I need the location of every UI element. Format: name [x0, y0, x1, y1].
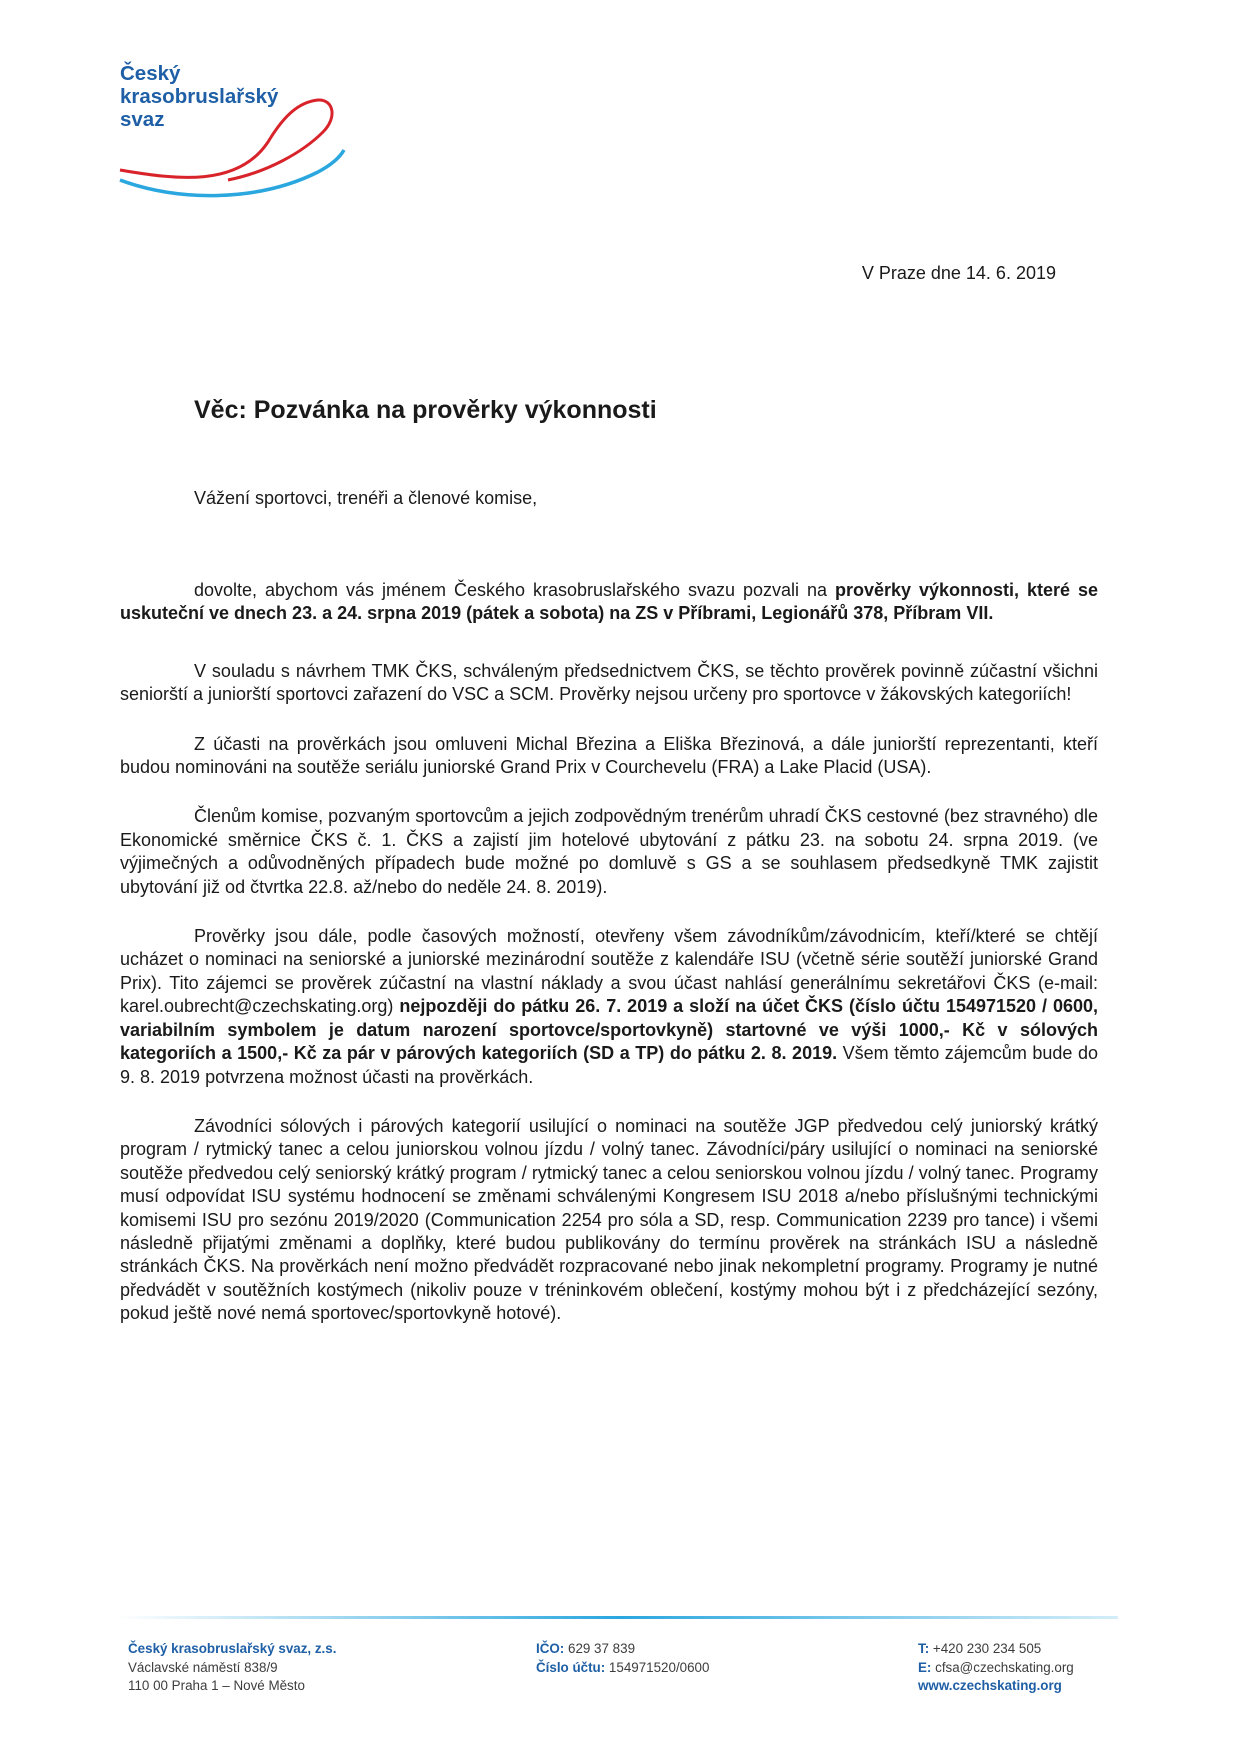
footer-divider — [118, 1616, 1118, 1619]
paragraph-bold-text: prověrky výkonnosti, které se uskuteční ve dnech 23. a 24. srpna 2019 (pátek a sobota) na ZS v Příbrami, Legionářů 378, Příbram VII. — [120, 580, 1098, 624]
paragraph-open-entry — [120, 925, 1098, 1089]
letter-date: V Praze dne 14. 6. 2019 — [861, 263, 1056, 283]
logo-line-3: svaz — [120, 108, 165, 131]
logo-line-2: krasobruslařský — [120, 85, 279, 108]
paragraph-bold-text: nejpozději do pátku 26. 7. 2019 a složí na účet ČKS (číslo účtu 154971520 / 0600, variabilním symbolem je datum narození sportovce/sportovkyně) startovné ve výši 1000,- Kč v sólových kategoriích a 1500,- Kč za pár v párových kategoriích (SD a TP) do pátku 2. 8. 2019. — [120, 996, 1098, 1064]
footer-address — [128, 1640, 336, 1696]
footer-city: 110 00 Praha 1 – Nové Město — [128, 1678, 305, 1693]
letter-greeting: Vážení sportovci, trenéři a členové komise, — [194, 488, 538, 508]
paragraph-text: Všem těmto zájemcům bude do 9. 8. 2019 potvrzena možnost účasti na prověrkách. — [120, 1043, 1098, 1087]
footer-ids — [536, 1640, 709, 1677]
footer-street: Václavské náměstí 838/9 — [128, 1659, 278, 1675]
logo — [118, 62, 358, 207]
footer-ico: 629 37 839 — [568, 1641, 636, 1656]
footer-ico-label: IČO: — [536, 1641, 565, 1656]
footer-web[interactable]: www.czechskating.org — [918, 1678, 1062, 1693]
paragraph-excused: Z účasti na prověrkách jsou omluveni Michal Březina a Eliška Březinová, a dále juniorští reprezentanti, kteří budou nominováni na soutěže seriálu juniorské Grand Prix v Courchevelu (FRA) a Lake Placid (USA). — [120, 733, 1098, 778]
footer-email-label: E: — [918, 1659, 932, 1675]
footer-account-label: Číslo účtu: — [536, 1659, 606, 1675]
footer-email[interactable]: cfsa@czechskating.org — [935, 1659, 1074, 1675]
logo-line-1: Český — [120, 62, 181, 85]
paragraph-costs: Členům komise, pozvaným sportovcům a jejich zodpovědným trenérům uhradí ČKS cestovné (bez stravného) dle Ekonomické směrnice ČKS č. 1. ČKS a zajistí jim hotelové ubytování z pátku 23. na sobotu 24. srpna 2019. (ve výjimečných a odůvodněných případech bude možné po domluvě s GS a se souhlasem předsedkyně TMK zajistit ubytování již od čtvrtka 22.8. až/nebo do neděle 24. 8. 2019). — [120, 806, 1098, 897]
footer-contact — [918, 1640, 1074, 1696]
paragraph-text: dovolte, abychom vás jménem Českého krasobruslařského svazu pozvali na — [194, 580, 835, 600]
paragraph-invitation — [120, 579, 1098, 626]
letter-subject: Věc: Pozvánka na prověrky výkonnosti — [194, 396, 657, 424]
footer-org-name: Český krasobruslařský svaz, z.s. — [128, 1641, 337, 1656]
footer-tel: +420 230 234 505 — [932, 1641, 1042, 1656]
paragraph-text: Prověrky jsou dále, podle časových možností, otevřeny všem závodníkům/závodnicím, kteří/které se chtějí ucházet o nominaci na seniorské a juniorské mezinárodní soutěže z kalendáře ISU (včetně série soutěží juniorské Grand Prix). Tito zájemci se prověrek zúčastní na vlastní náklady a svou účast nahlásí generálnímu sekretářovi ČKS (e-mail: karel.oubrecht@czechskating.org) — [120, 926, 1098, 1017]
footer-account: 154971520/0600 — [608, 1659, 710, 1675]
paragraph-programs: Závodníci sólových i párových kategorií usilující o nominaci na soutěže JGP předvedou celý juniorský krátký program / rytmický tanec a celou juniorskou volnou jízdu / volný tanec. Závodníci/páry usilující o nominaci na seniorské soutěže předvedou celý seniorský krátký program / rytmický tanec a celou seniorskou volnou jízdu / volný tanec. Programy musí odpovídat ISU systému hodnocení se změnami schválenými Kongresem ISU 2018 a/nebo příslušnými technickými komisemi ISU pro sezónu 2019/2020 (Communication 2254 pro sóla a SD, resp. Communication 2239 pro tance) i všemi následně přijatými změnami a doplňky, které budou publikovány do termínu prověrek na stránkách ISU a následně stránkách ČKS. Na prověrkách není možno předvádět rozpracované nebo jinak nekompletní programy. Programy je nutné předvádět v soutěžních kostýmech (nikoliv pouze v tréninkovém oblečení, kostýmy mohou být i z předcházející sezóny, pokud ještě nové nemá sportovec/sportovkyně hotové). — [120, 1115, 1098, 1324]
paragraph-mandatory: V souladu s návrhem TMK ČKS, schváleným předsednictvem ČKS, se těchto prověrek povinně zúčastní všichni seniorští a juniorští sportovci zařazení do VSC a SCM. Prověrky nejsou určeny pro sportovce v žákovských kategoriích! — [120, 660, 1098, 705]
footer-tel-label: T: — [918, 1641, 930, 1656]
letter-body — [120, 579, 1098, 1352]
